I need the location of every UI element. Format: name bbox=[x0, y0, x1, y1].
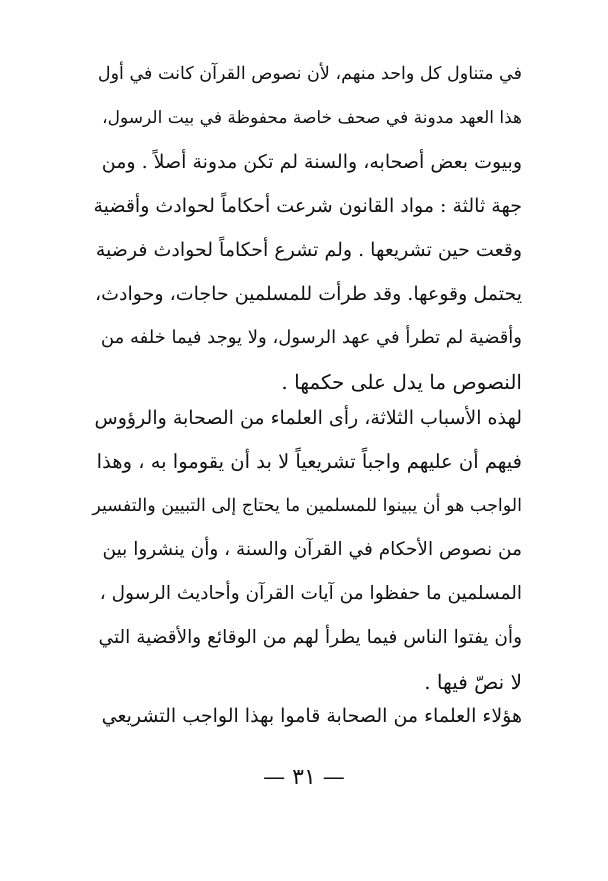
text-line: هذا العهد مدونة في صحف خاصة محفوظة في بيت الرسول، bbox=[102, 108, 522, 128]
text-line: من نصوص الأحكام في القرآن والسنة ، وأن ينشروا بين bbox=[102, 539, 522, 560]
page-number: — ٣١ — bbox=[263, 765, 345, 790]
paragraph-1 bbox=[92, 52, 522, 404]
paragraph-3 bbox=[92, 694, 522, 738]
paragraph-2 bbox=[92, 396, 522, 704]
text-line: وأقضية لم تطرأ في عهد الرسول، ولا يوجد فيما خلفه من bbox=[100, 327, 522, 348]
text-line: يحتمل وقوعها. وقد طرأت للمسلمين حاجات، وحوادث، bbox=[95, 283, 522, 305]
text-line: فيهم أن عليهم واجباً تشريعياً لا بد أن يقوموا به ، وهذا bbox=[96, 450, 522, 473]
text-line: جهة ثالثة : مواد القانون شرعت أحكاماً لحوادث وأقضية bbox=[93, 195, 522, 217]
text-line: الواجب هو أن يبينوا للمسلمين ما يحتاج إلى التبيين والتفسير bbox=[92, 496, 522, 516]
text-line: المسلمين ما حفظوا من آيات القرآن وأحاديث الرسول ، bbox=[99, 583, 522, 604]
text-line: وقعت حين تشريعها . ولم تشرع أحكاماً لحوادث فرضية bbox=[95, 239, 522, 261]
text-line: لهذه الأسباب الثلاثة، رأى العلماء من الصحابة والرؤوس bbox=[94, 407, 522, 429]
text-line: هؤلاء العلماء من الصحابة قاموا بهذا الواجب التشريعي bbox=[101, 705, 522, 727]
text-line: وبيوت بعض أصحابه، والسنة لم تكن مدونة أصلاً . ومن bbox=[101, 151, 522, 173]
text-line: لا نصّ فيها . bbox=[424, 670, 522, 694]
text-line: وأن يفتوا الناس فيما يطرأ لهم من الوقائع والأقضية التي bbox=[98, 627, 522, 648]
text-line: النصوص ما يدل على حكمها . bbox=[281, 370, 522, 394]
text-line: في متناول كل واحد منهم، لأن نصوص القرآن كانت في أول bbox=[97, 64, 522, 84]
